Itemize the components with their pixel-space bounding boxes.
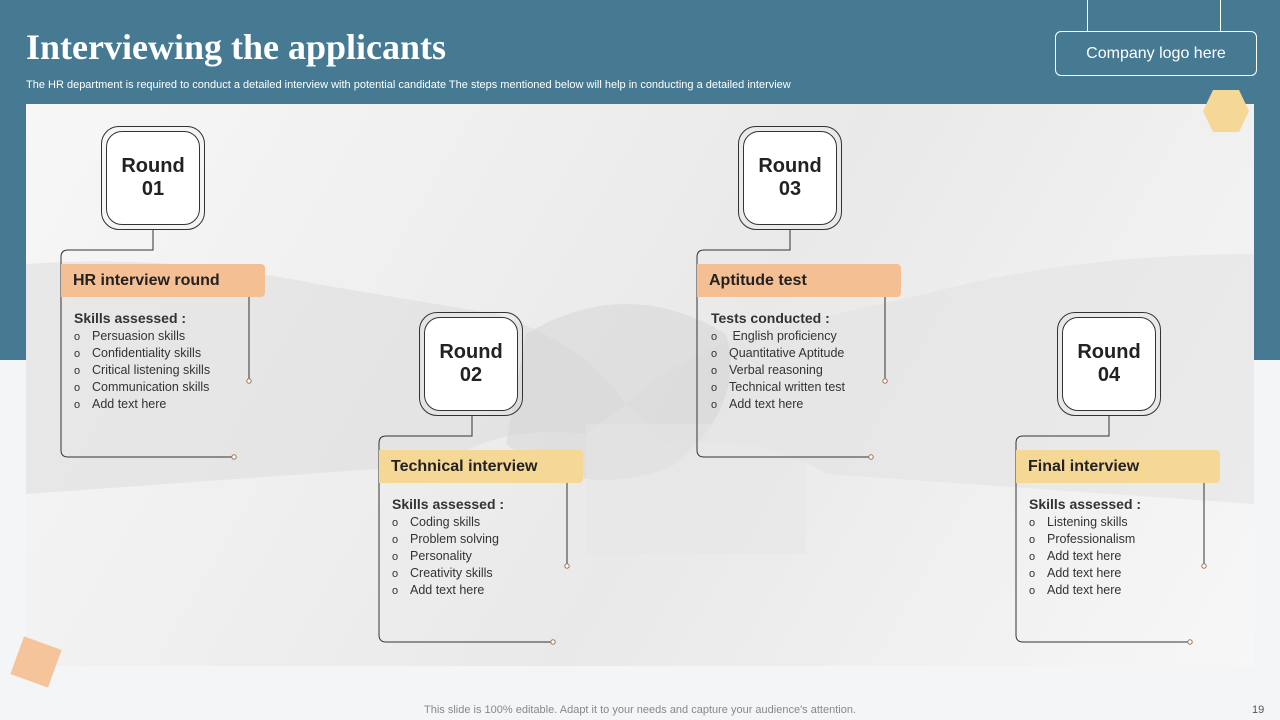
logo-hanger	[1087, 0, 1221, 32]
circle-bullet-icon: o	[74, 348, 81, 360]
list-item: o Add text here	[392, 583, 485, 597]
list-item: o Creativity skills	[392, 566, 493, 580]
details-heading: Skills assessed :	[392, 496, 505, 512]
list-item: o Add text here	[74, 397, 167, 411]
circle-bullet-icon: o	[392, 534, 399, 546]
round-number: 04	[1097, 364, 1121, 386]
round-02-details	[392, 496, 572, 599]
circle-bullet-icon: o	[74, 331, 81, 343]
circle-bullet-icon: o	[711, 365, 718, 377]
list-item: o Professionalism	[1029, 532, 1136, 546]
round-02-banner: Technical interview	[379, 450, 583, 483]
round-01-banner: HR interview round	[61, 264, 265, 297]
list-item: o Communication skills	[74, 380, 210, 394]
list-item: o Coding skills	[392, 515, 481, 529]
circle-bullet-icon: o	[74, 365, 81, 377]
round-label: Round	[439, 341, 503, 363]
details-heading: Tests conducted :	[711, 310, 830, 326]
circle-bullet-icon: o	[392, 585, 399, 597]
round-04-badge	[1057, 312, 1161, 416]
round-label: Round	[758, 155, 822, 177]
list-item: o Verbal reasoning	[711, 363, 823, 377]
round-02-badge	[419, 312, 523, 416]
round-03-badge	[738, 126, 842, 230]
round-03-banner: Aptitude test	[697, 264, 901, 297]
round-number: 01	[141, 178, 165, 200]
round-label: Round	[1077, 341, 1141, 363]
circle-bullet-icon: o	[74, 382, 81, 394]
details-heading: Skills assessed :	[74, 310, 187, 326]
list-item: o Listening skills	[1029, 515, 1128, 529]
list-item: o Problem solving	[392, 532, 499, 546]
list-item: o Quantitative Aptitude	[711, 346, 845, 360]
round-number: 02	[459, 364, 483, 386]
circle-bullet-icon: o	[711, 399, 718, 411]
slide-subtitle: The HR department is required to conduct a detailed interview with potential candidate The steps mentioned below will help in conducting a detailed interview	[26, 79, 791, 91]
round-04-banner: Final interview	[1016, 450, 1220, 483]
circle-bullet-icon: o	[392, 568, 399, 580]
list-item: o Technical written test	[711, 380, 846, 394]
circle-bullet-icon: o	[711, 331, 718, 343]
list-item: o Critical listening skills	[74, 363, 211, 377]
list-item: o Add text here	[1029, 583, 1122, 597]
round-label: Round	[121, 155, 185, 177]
list-item: o Confidentiality skills	[74, 346, 202, 360]
round-03-details	[711, 310, 891, 413]
list-item: o Persuasion skills	[74, 329, 186, 343]
company-logo-placeholder: Company logo here	[1055, 31, 1257, 76]
slide-title: Interviewing the applicants	[26, 27, 447, 67]
circle-bullet-icon: o	[392, 551, 399, 563]
circle-bullet-icon: o	[1029, 585, 1036, 597]
circle-bullet-icon: o	[74, 399, 81, 411]
circle-bullet-icon: o	[1029, 534, 1036, 546]
circle-bullet-icon: o	[1029, 517, 1036, 529]
round-number: 03	[778, 178, 802, 200]
details-heading: Skills assessed :	[1029, 496, 1142, 512]
list-item: o Add text here	[711, 397, 804, 411]
list-item: o Personality	[392, 549, 472, 563]
circle-bullet-icon: o	[1029, 568, 1036, 580]
round-01-details	[74, 310, 254, 413]
page-number: 19	[1252, 704, 1265, 716]
circle-bullet-icon: o	[711, 382, 718, 394]
circle-bullet-icon: o	[1029, 551, 1036, 563]
round-01-badge	[101, 126, 205, 230]
round-04-details	[1029, 496, 1209, 599]
list-item: o Add text here	[1029, 549, 1122, 563]
list-item: o Add text here	[1029, 566, 1122, 580]
circle-bullet-icon: o	[711, 348, 718, 360]
circle-bullet-icon: o	[392, 517, 399, 529]
slide-footer: This slide is 100% editable. Adapt it to your needs and capture your audience's attention.	[424, 704, 856, 716]
list-item: o English proficiency	[711, 329, 837, 343]
